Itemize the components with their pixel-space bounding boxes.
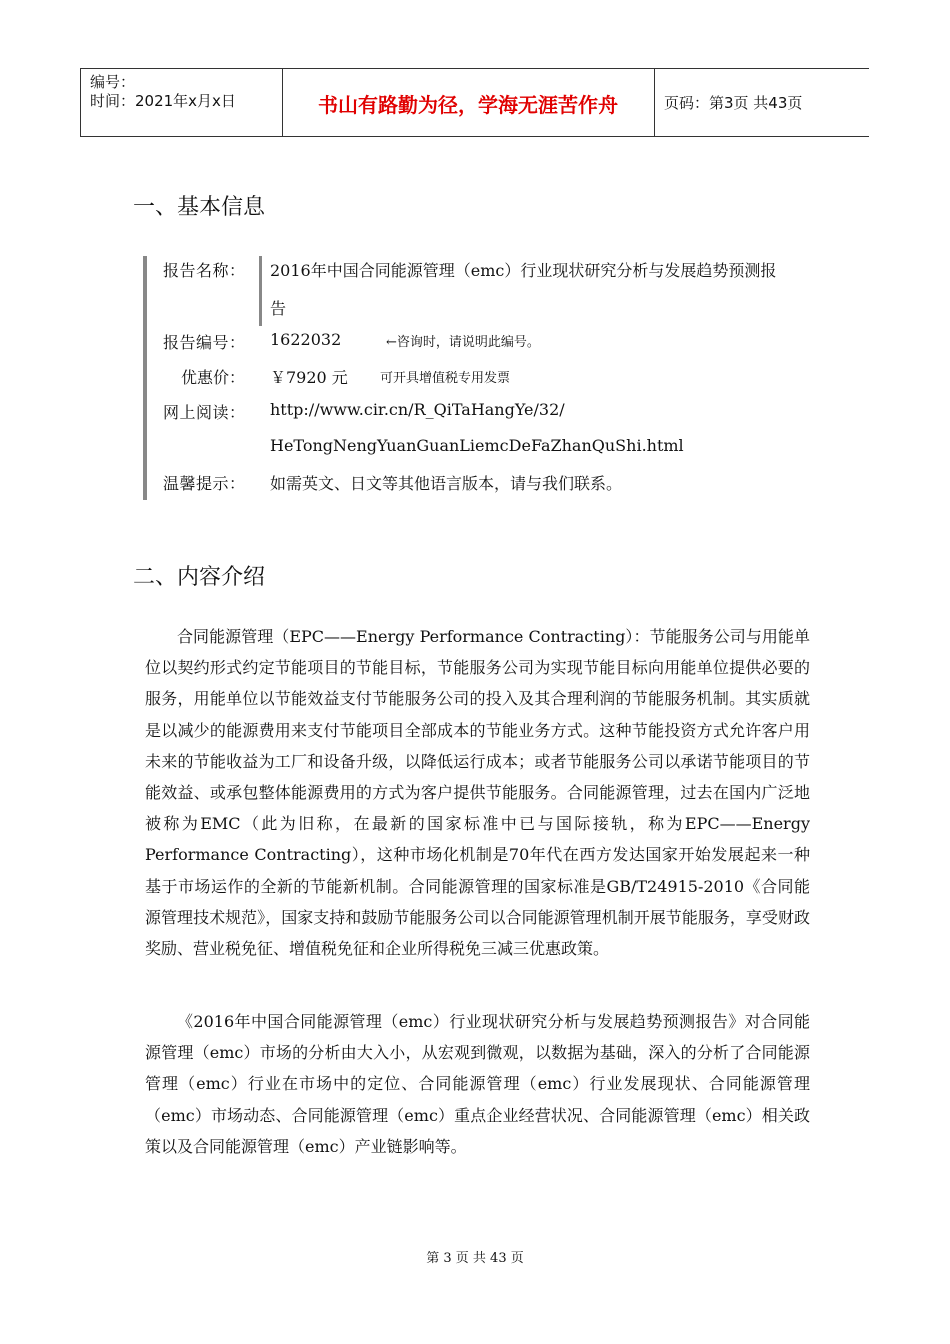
info-left-bar — [143, 256, 147, 500]
page-footer: 第 3 页 共 43 页 — [426, 1251, 524, 1266]
header-page-info: 页码：第3页 共43页 — [664, 94, 803, 112]
content-paragraph-2: 《2016年中国合同能源管理（emc）行业现状研究分析与发展趋势预测报告》对合同能源管理（emc）市场的分析由大入小，从宏观到微观，以数据为基础，深入的分析了合同能源管理（emc）行业在市场中的定位、合同能源管理（emc）行业发展现状、合同能源管理（emc）市场动态、合同能源管理（emc）重点企业经营状况、合同能源管理（emc）相关政策以及合同能源管理（emc）产业链影响等。 — [145, 1012, 810, 1156]
report-name-line1: 2016年中国合同能源管理（emc）行业现状研究分析与发展趋势预测报 — [270, 261, 777, 280]
info-inner-bar — [259, 256, 262, 326]
section-title-basic-info: 一、基本信息 — [133, 195, 266, 220]
page-header-table — [80, 68, 869, 137]
price-value: ￥7920 元 — [270, 368, 348, 387]
report-code-note: ←咨询时，请说明此编号。 — [386, 335, 540, 350]
report-code-value: 1622032 — [270, 330, 342, 349]
header-divider-2 — [654, 69, 655, 136]
number-label: 编号： — [90, 73, 136, 91]
header-motto: 书山有路勤为径，学海无涯苦作舟 — [318, 93, 618, 117]
section-title-content-intro: 二、内容介绍 — [133, 565, 266, 590]
header-left-border — [80, 69, 81, 136]
report-code-label: 报告编号： — [163, 333, 245, 352]
header-meta — [90, 73, 236, 111]
online-link-line1[interactable]: http://www.cir.cn/R_QiTaHangYe/32/ — [270, 400, 565, 419]
online-read-label: 网上阅读： — [163, 403, 245, 422]
content-paragraph-1: 合同能源管理（EPC——Energy Performance Contracting）：节能服务公司与用能单位以契约形式约定节能项目的节能目标，节能服务公司为实现节能目标向用能单位提供必要的服务，用能单位以节能效益支付节能服务公司的投入及其合理利润的节能服务机制。其实质就是以减少的能源费用来支付节能项目全部成本的节能业务方式。这种节能投资方式允许客户用未来的节能收益为工厂和设备升级，以降低运行成本；或者节能服务公司以承诺节能项目的节能效益、或承包整体能源费用的方式为客户提供节能服务。合同能源管理，过去在国内广泛地被称为EMC（此为旧称，在最新的国家标准中已与国际接轨，称为EPC——Energy Performance Contracting），这种市场化机制是70年代在西方发达国家开始发展起来一种基于市场运作的全新的节能新机制。合同能源管理的国家标准是GB/T24915-2010《合同能源管理技术规范》，国家支持和鼓励节能服务公司以合同能源管理机制开展节能服务，享受财政奖励、营业税免征、增值税免征和企业所得税免三减三优惠政策。 — [145, 627, 810, 959]
tip-label: 温馨提示： — [163, 474, 245, 493]
invoice-note: 可开具增值税专用发票 — [380, 371, 511, 386]
report-name-line2: 告 — [270, 299, 287, 318]
online-link-line2[interactable]: HeTongNengYuanGuanLiemcDeFaZhanQuShi.html — [270, 436, 684, 455]
report-name-label: 报告名称： — [163, 261, 245, 280]
price-label: 优惠价： — [180, 368, 245, 387]
tip-value: 如需英文、日文等其他语言版本，请与我们联系。 — [270, 474, 623, 493]
time-label: 时间：2021年x月x日 — [90, 92, 236, 110]
